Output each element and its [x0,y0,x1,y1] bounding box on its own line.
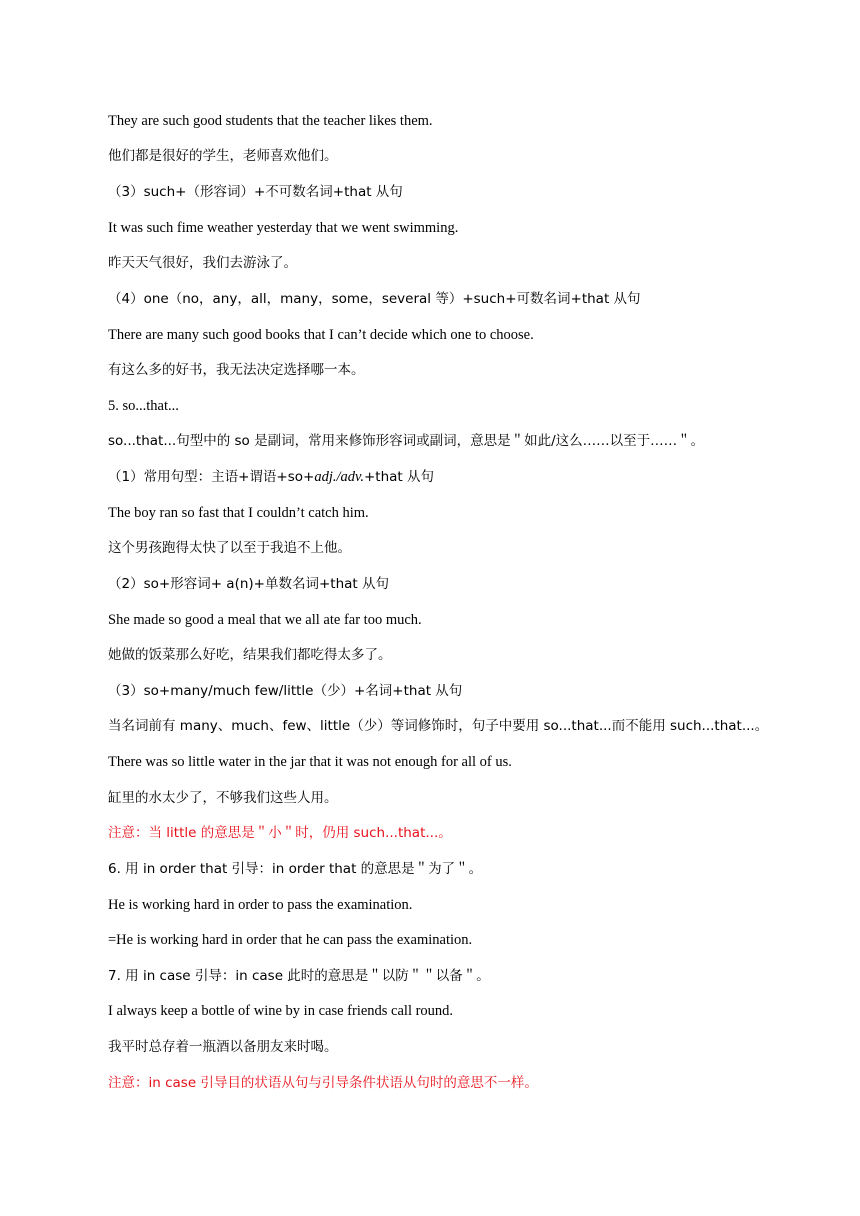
translation: 有这么多的好书，我无法决定选择哪一本。 [108,362,365,378]
example-sentence: The boy ran so fast that I couldn’t catch him. [108,505,369,521]
translation: 这个男孩跑得太快了以至于我追不上他。 [108,540,351,556]
pattern-heading: （3）such+（形容词）+不可数名词+that 从句 [108,184,403,200]
example-sentence: There was so little water in the jar that it was not enough for all of us. [108,754,512,770]
translation: 缸里的水太少了，不够我们这些人用。 [108,790,338,806]
explanation: 当名词前有 many、much、few、little（少）等词修饰时，句子中要用 so...that...而不能用 such...that...。 [108,718,769,734]
section-heading: 7. 用 in case 引导：in case 此时的意思是＂以防＂＂以备＂。 [108,968,490,984]
section-heading: 5. so...that... [108,398,179,414]
example-sentence: She made so good a meal that we all ate far too much. [108,612,422,628]
pattern-italic: adj./adv. [314,469,364,485]
example-sentence: They are such good students that the teacher likes them. [108,113,433,129]
note: 注意：当 little 的意思是＂小＂时，仍用 such...that...。 [108,825,452,841]
section-heading: 6. 用 in order that 引导：in order that 的意思是＂为了＂。 [108,861,483,877]
pattern-heading [108,467,434,487]
note: 注意：in case 引导目的状语从句与引导条件状语从句时的意思不一样。 [108,1075,538,1091]
pattern-text-end: +that 从句 [364,469,435,485]
pattern-heading: （2）so+形容词+ a(n)+单数名词+that 从句 [108,576,389,592]
pattern-text: （1）常用句型：主语+谓语+so+ [108,469,315,485]
explanation: so...that...句型中的 so 是副词，常用来修饰形容词或副词，意思是＂如此/这么……以至于……＂。 [108,433,705,449]
example-sentence: I always keep a bottle of wine by in case friends call round. [108,1003,454,1019]
example-sentence: He is working hard in order to pass the examination. [108,897,413,913]
pattern-heading: （4）one（no，any，all，many，some，several 等）+such+可数名词+that 从句 [108,291,641,307]
example-sentence: There are many such good books that I can’t decide which one to choose. [108,327,534,343]
example-sentence: =He is working hard in order that he can pass the examination. [108,932,473,948]
example-sentence: It was such fime weather yesterday that we went swimming. [108,220,459,236]
translation: 他们都是很好的学生，老师喜欢他们。 [108,148,338,164]
translation: 昨天天气很好，我们去游泳了。 [108,255,297,271]
translation: 我平时总存着一瓶酒以备朋友来时喝。 [108,1039,338,1055]
translation: 她做的饭菜那么好吃，结果我们都吃得太多了。 [108,647,392,663]
pattern-heading: （3）so+many/much few/little（少）+名词+that 从句 [108,683,463,699]
